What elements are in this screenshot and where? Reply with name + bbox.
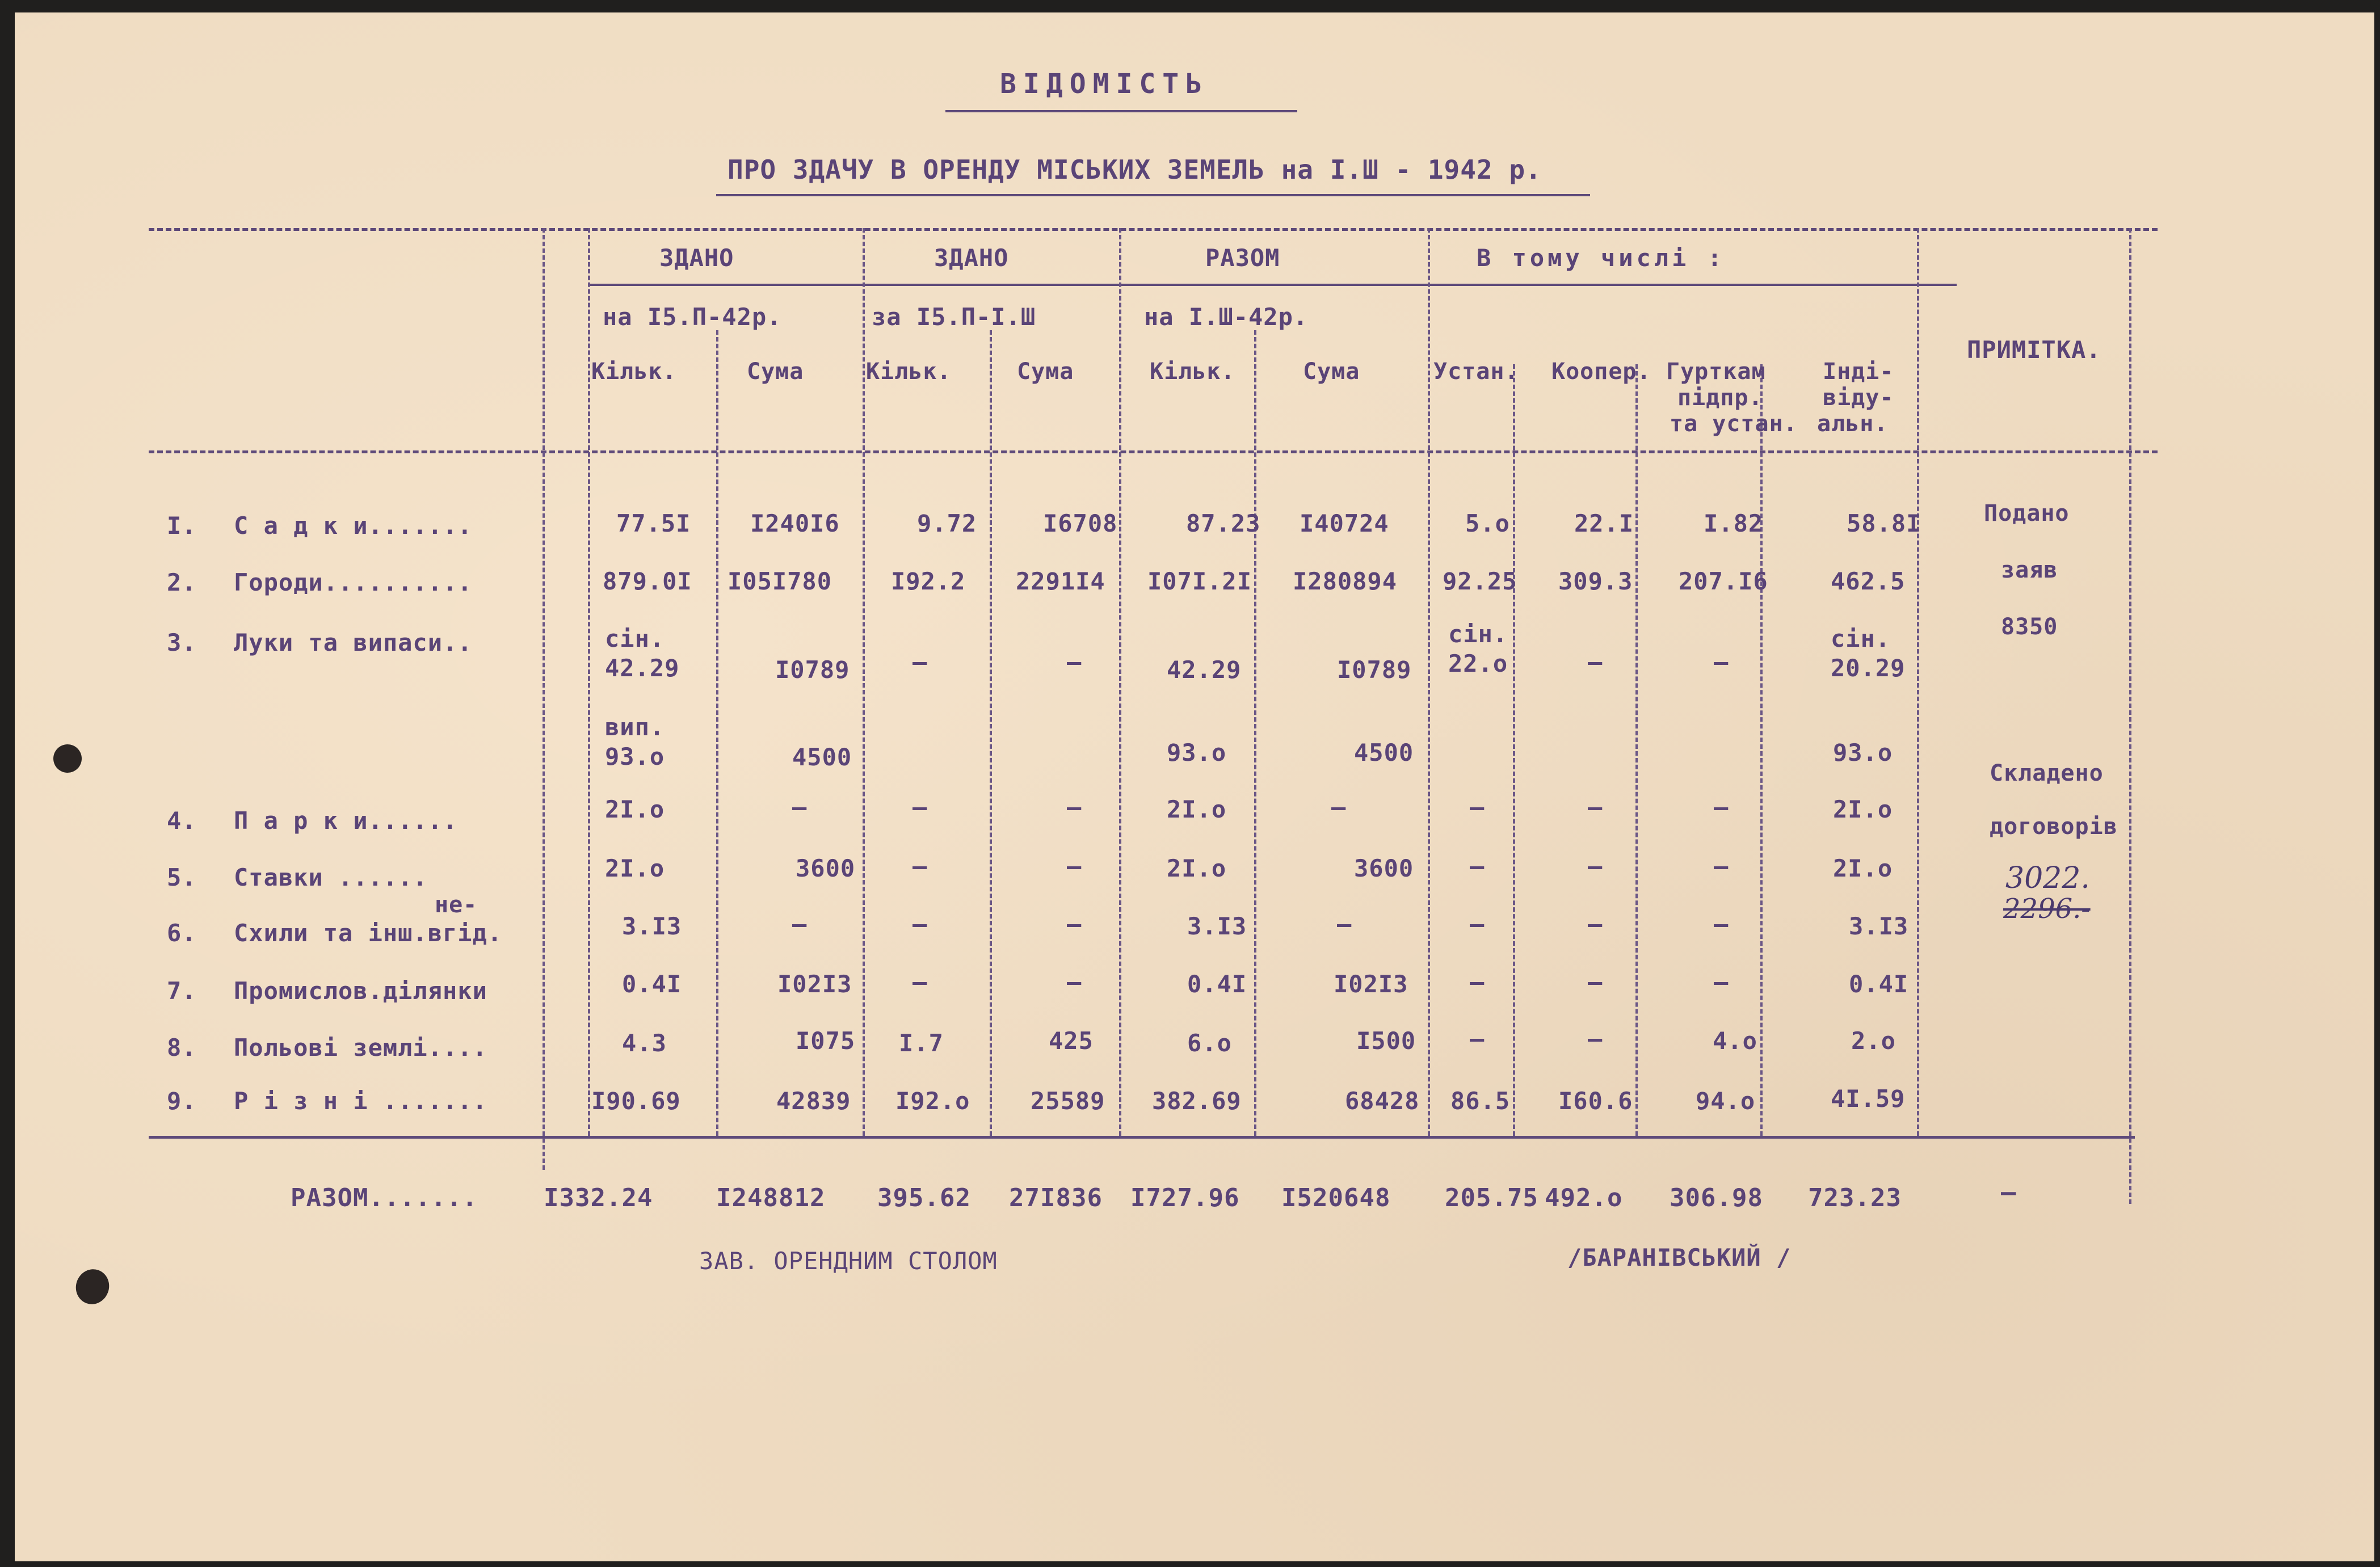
cell: – [1470, 1025, 1485, 1052]
cell: 3600 [1354, 854, 1414, 882]
row-label: Луки та випаси.. [234, 629, 473, 656]
cell: 42.29 [1167, 656, 1242, 684]
note-text: заяв [2001, 557, 2058, 583]
cell: 382.69 [1152, 1087, 1242, 1115]
totals-label: РАЗОМ....... [291, 1183, 478, 1212]
cell: 25589 [1031, 1087, 1105, 1115]
header-group1: ЗДАНО [659, 244, 734, 272]
total-cell: 723.23 [1808, 1183, 1902, 1212]
col-rule [1760, 364, 1763, 1136]
col-rule [1254, 330, 1256, 1136]
cell: 2І.о [1833, 854, 1893, 882]
cell: І40724 [1300, 509, 1389, 537]
col-rule [543, 228, 545, 1170]
cell: І02І3 [777, 970, 852, 998]
header-group3: РАЗОМ [1205, 244, 1280, 272]
header-suma: Сума [1017, 359, 1074, 385]
cell: сін. 22.о [1448, 620, 1508, 677]
cell: 22.І [1574, 509, 1634, 537]
cell: 94.о [1696, 1087, 1756, 1115]
total-cell: І727.96 [1130, 1183, 1240, 1212]
col-rule [863, 228, 865, 1136]
cell: 2І.о [1167, 795, 1227, 823]
cell: 42839 [776, 1087, 851, 1115]
cell: 9.72 [917, 509, 977, 537]
cell: 93.о [1833, 739, 1893, 766]
punch-hole [53, 744, 82, 773]
col-rule [2129, 228, 2131, 1204]
col-rule [1635, 364, 1638, 1136]
cell: 0.4І [622, 970, 682, 998]
cell: 2І.о [1167, 854, 1227, 882]
cell: 4.3 [622, 1029, 667, 1057]
cell: 3600 [796, 854, 856, 882]
cell: – [1331, 793, 1347, 821]
header-kilk: Кільк. [1150, 359, 1235, 385]
header-kooper: Коопер. [1551, 359, 1651, 385]
cell: 58.8І [1847, 509, 1921, 537]
header-ustan: Устан. [1433, 359, 1519, 385]
cell: І90.69 [591, 1087, 681, 1115]
total-cell: – [2001, 1178, 2017, 1207]
cell: – [1337, 910, 1352, 938]
cell: І0789 [775, 656, 850, 684]
header-gurtkam: підпр. [1677, 385, 1763, 411]
row-number: 3. [167, 629, 197, 656]
handwritten-note: 3022. [2005, 861, 2090, 895]
header-group4: В тому числі : [1477, 244, 1726, 272]
cell: 92.25 [1443, 567, 1517, 595]
note-text: Подано [1984, 500, 2070, 526]
col-rule [1513, 364, 1515, 1136]
footer-signature-name: /БАРАНІВСЬКИЙ / [1567, 1244, 1792, 1271]
total-cell: 492.о [1545, 1183, 1623, 1212]
cell: І280894 [1293, 567, 1398, 595]
cell: І500 [1356, 1027, 1416, 1055]
row-number: 9. [167, 1087, 197, 1115]
cell: 3.І3 [622, 912, 682, 940]
cell: – [1470, 910, 1485, 938]
cell: – [1714, 793, 1729, 821]
cell: І60.6 [1558, 1087, 1633, 1115]
row-label: С а д к и....... [234, 512, 473, 540]
cell: – [1470, 852, 1485, 880]
cell: 2.о [1851, 1027, 1896, 1055]
cell: 87.23 [1186, 509, 1261, 537]
document-title: ВІДОМІСТЬ [1000, 68, 1209, 100]
handwritten-note: 2296.- [2003, 893, 2091, 925]
table-top-rule [149, 228, 2158, 231]
header-indiv: альн. [1817, 411, 1889, 437]
cell: 4.о [1713, 1027, 1757, 1055]
row-label: П а р к и...... [234, 807, 458, 835]
document-sheet [15, 12, 2374, 1561]
cell: – [913, 648, 928, 676]
cell: 0.4І [1187, 970, 1247, 998]
row-note: не- [435, 892, 478, 918]
cell: 4500 [792, 743, 852, 771]
row-number: І. [167, 512, 197, 540]
cell: І240І6 [750, 509, 840, 537]
cell: 2І.о [1833, 795, 1893, 823]
col-rule [990, 330, 992, 1136]
cell: 207.І6 [1679, 567, 1768, 595]
cell: – [1067, 648, 1082, 676]
col-rule [1428, 228, 1430, 1136]
cell: І92.о [895, 1087, 970, 1115]
row-number: 2. [167, 568, 197, 596]
header-suma: Сума [1303, 359, 1360, 385]
table-bottom-rule [149, 1136, 2135, 1139]
cell: 3.І3 [1849, 912, 1909, 940]
cell: – [1067, 852, 1082, 880]
header-group1-sub: на І5.П-42р. [603, 303, 782, 331]
cell: – [1714, 648, 1729, 676]
cell: – [1588, 793, 1603, 821]
row-label: Схили та інш.вгід. [234, 919, 503, 947]
cell: 425 [1049, 1027, 1094, 1055]
cell: сін. 42.29 [605, 625, 680, 682]
total-cell: 27І836 [1009, 1183, 1103, 1212]
total-cell: 205.75 [1445, 1183, 1538, 1212]
cell: – [1588, 910, 1603, 938]
cell: 462.5 [1831, 567, 1906, 595]
note-text: Складено [1990, 760, 2104, 786]
row-number: 4. [167, 807, 197, 835]
col-rule [1119, 228, 1121, 1136]
cell: І.82 [1704, 509, 1764, 537]
cell: 5.о [1465, 509, 1510, 537]
cell: 309.3 [1558, 567, 1633, 595]
cell: 2І.о [605, 854, 665, 882]
cell: 6.о [1187, 1029, 1232, 1057]
cell: – [913, 793, 928, 821]
document-subtitle: ПРО ЗДАЧУ В ОРЕНДУ МІСЬКИХ ЗЕМЕЛЬ на І.Ш - 1942 р. [728, 154, 1542, 185]
header-group3-sub: на І.Ш-42р. [1144, 303, 1309, 331]
col-rule [716, 330, 718, 1136]
cell: вип. 93.о [605, 713, 665, 770]
cell: – [1067, 910, 1082, 938]
cell: І0789 [1337, 656, 1412, 684]
total-cell: І520648 [1281, 1183, 1391, 1212]
group-header-rule [590, 284, 1957, 286]
cell: І.7 [899, 1029, 944, 1057]
total-cell: 306.98 [1670, 1183, 1763, 1212]
header-kilk: Кільк. [591, 359, 677, 385]
row-label: Польові землі.... [234, 1034, 487, 1061]
header-indiv: Інді- [1823, 359, 1894, 385]
cell: – [1470, 968, 1485, 996]
subtitle-underline [716, 194, 1590, 196]
cell: 0.4І [1849, 970, 1909, 998]
cell: 4500 [1354, 739, 1414, 766]
cell: І05І780 [728, 567, 832, 595]
header-gurtkam: та устан. [1670, 411, 1798, 437]
header-bottom-rule [149, 450, 2158, 453]
header-suma: Сума [747, 359, 804, 385]
header-kilk: Кільк. [866, 359, 952, 385]
note-text: договорів [1990, 814, 2118, 840]
cell: – [913, 910, 928, 938]
header-indiv: віду- [1823, 385, 1894, 411]
cell: – [792, 793, 808, 821]
cell: І92.2 [891, 567, 966, 595]
cell: – [1588, 648, 1603, 676]
cell: І07І.2І [1147, 567, 1252, 595]
row-number: 7. [167, 977, 197, 1005]
total-cell: 395.62 [877, 1183, 971, 1212]
cell: – [1714, 910, 1729, 938]
cell: – [1588, 852, 1603, 880]
row-number: 5. [167, 863, 197, 891]
footer-position: ЗАВ. ОРЕНДНИМ СТОЛОМ [699, 1247, 998, 1275]
cell: – [1067, 968, 1082, 996]
cell: 93.о [1167, 739, 1227, 766]
cell: – [1714, 852, 1729, 880]
cell: 2І.о [605, 795, 665, 823]
cell: І02І3 [1334, 970, 1408, 998]
cell: 4І.59 [1831, 1085, 1906, 1113]
cell: 2291І4 [1016, 567, 1105, 595]
header-group2: ЗДАНО [934, 244, 1009, 272]
total-cell: І332.24 [544, 1183, 653, 1212]
cell: – [1470, 793, 1485, 821]
header-note: ПРИМІТКА. [1967, 336, 2101, 364]
row-label: Промислов.ділянки [234, 977, 487, 1005]
punch-hole [71, 1265, 114, 1309]
cell: 86.5 [1450, 1087, 1511, 1115]
cell: – [1714, 968, 1729, 996]
cell: І075 [796, 1027, 856, 1055]
row-number: 6. [167, 919, 197, 947]
col-rule [1917, 228, 1919, 1136]
cell: сін. 20.29 [1831, 625, 1906, 682]
row-label: Ставки ...... [234, 863, 428, 891]
row-label: Р і з н і ....... [234, 1087, 487, 1115]
cell: 68428 [1345, 1087, 1420, 1115]
col-rule [588, 228, 590, 1136]
cell: – [1588, 1025, 1603, 1052]
cell: – [913, 852, 928, 880]
cell: – [1067, 793, 1082, 821]
cell: І6708 [1043, 509, 1118, 537]
header-gurtkam: Гурткам [1666, 359, 1766, 385]
title-underline [945, 110, 1297, 112]
header-group2-sub: за І5.П-І.Ш [872, 303, 1036, 331]
cell: – [913, 968, 928, 996]
cell: 879.0І [603, 567, 692, 595]
cell: 3.І3 [1187, 912, 1247, 940]
note-text: 8350 [2001, 614, 2058, 640]
cell: – [792, 910, 808, 938]
total-cell: І248812 [716, 1183, 826, 1212]
cell: 77.5І [616, 509, 691, 537]
cell: – [1588, 968, 1603, 996]
row-number: 8. [167, 1034, 197, 1061]
row-label: Городи.......... [234, 568, 473, 596]
